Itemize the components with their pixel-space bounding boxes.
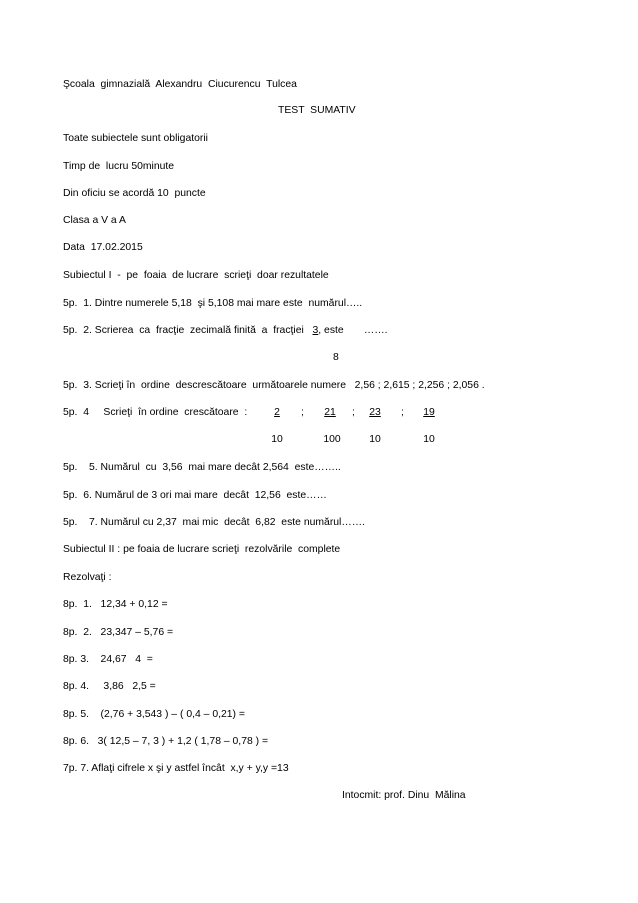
exercise-6: 8p. 6. 3( 12,5 – 7, 3 ) + 1,2 ( 1,78 – 0,78 ) = (63, 736, 269, 747)
exercise-2: 8p. 2. 23,347 – 5,76 = (63, 627, 174, 638)
question-5: 5p. 5. Numărul cu 3,56 mai mare decât 2,564 este…….. (63, 462, 341, 473)
q4-fraction-1-num: 2 (274, 407, 280, 418)
question-7: 5p. 7. Numărul cu 2,37 mai mic decât 6,82 este numărul……. (63, 517, 366, 528)
subject2-heading: Subiectul II : pe foaia de lucrare scrieţi rezolvările complete (63, 544, 341, 555)
info-mandatory: Toate subiectele sunt obligatorii (63, 133, 208, 144)
q4-fraction-2-den: 100 (323, 434, 341, 445)
question-2 (63, 324, 388, 337)
question-1: 5p. 1. Dintre numerele 5,18 şi 5,108 mai mare este numărul….. (63, 298, 363, 309)
test-title: TEST SUMATIV (278, 105, 356, 116)
solve-label: Rezolvaţi : (63, 572, 112, 583)
exercise-7: 7p. 7. Aflaţi cifrele x şi y astfel încât x,y + y,y =13 (63, 763, 289, 774)
exercise-5: 8p. 5. (2,76 + 3,543 ) – ( 0,4 – 0,21) = (63, 709, 245, 720)
q4-separator-3: ; (401, 407, 404, 418)
q4-fraction-4-den: 10 (423, 434, 435, 445)
q4-fraction-3-num: 23 (369, 407, 381, 418)
question-3: 5p. 3. Scrieţi în ordine descrescătoare următoarele numere 2,56 ; 2,615 ; 2,256 ; 2,056 . (63, 380, 485, 391)
exercise-1: 8p. 1. 12,34 + 0,12 = (63, 599, 168, 610)
school-name: Şcoala gimnazială Alexandru Ciucurencu Tulcea (63, 79, 297, 90)
info-points: Din oficiu se acordă 10 puncte (63, 188, 206, 199)
question-2-after: , este ……. (318, 325, 388, 336)
question-2-numerator: 3 (312, 325, 319, 336)
question-6: 5p. 6. Numărul de 3 ori mai mare decât 12,56 este…… (63, 490, 327, 501)
question-2-denominator: 8 (333, 352, 339, 363)
q4-fraction-2-num: 21 (324, 407, 336, 418)
question-4-text: 5p. 4 Scrieţi în ordine crescătoare : (63, 407, 248, 418)
q4-fraction-3-den: 10 (369, 434, 381, 445)
exercise-4: 8p. 4. 3,86 2,5 = (63, 681, 156, 692)
q4-separator-1: ; (301, 407, 304, 418)
question-2-text: 5p. 2. Scrierea ca fracţie zecimală finită a fracţiei (63, 325, 304, 336)
author-signature: Intocmit: prof. Dinu Mălina (342, 790, 466, 801)
info-time: Timp de lucru 50minute (63, 161, 175, 172)
info-date: Data 17.02.2015 (63, 242, 143, 253)
info-class: Clasa a V a A (63, 215, 126, 226)
q4-fraction-1-den: 10 (271, 434, 283, 445)
exercise-3: 8p. 3. 24,67 4 = (63, 654, 153, 665)
q4-separator-2: ; (352, 407, 355, 418)
q4-fraction-4-num: 19 (423, 407, 435, 418)
subject1-heading: Subiectul I - pe foaia de lucrare scrieţi doar rezultatele (63, 270, 329, 281)
